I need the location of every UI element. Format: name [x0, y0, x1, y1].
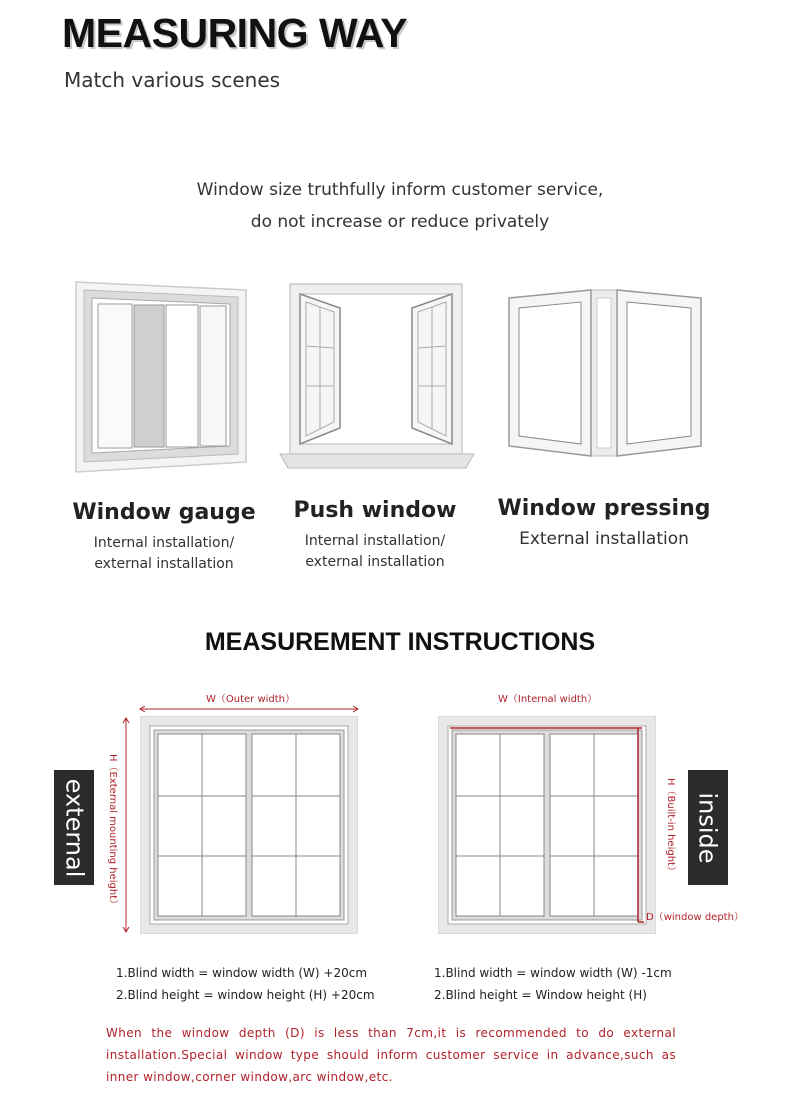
external-formula-2: 2.Blind height = window height (H) +20cm: [116, 988, 375, 1002]
window-type-name: Window gauge: [72, 500, 256, 525]
footnote: When the window depth (D) is less than 7cm,it is recommended to do external installation.Special window type should inform customer service in advance,such as inner window,corner window,arc window,etc.: [106, 1026, 676, 1084]
outer-width-arrow: [138, 704, 360, 714]
window-type-install-1: Internal installation/: [93, 535, 235, 551]
internal-width-label: W（Internal width）: [498, 694, 598, 705]
window-depth-label: D（window depth）: [646, 912, 744, 923]
inside-formula-1: 1.Blind width = window width (W) -1cm: [434, 966, 672, 980]
inside-formula-2: 2.Blind height = Window height (H): [434, 988, 647, 1002]
page-title: MEASURING WAY: [62, 10, 408, 56]
window-type-name: Push window: [293, 498, 457, 523]
window-type-install-2: external installation: [94, 556, 234, 572]
window-type-install-1: External installation: [519, 529, 689, 549]
external-window-illustration: [140, 716, 358, 934]
inside-tag-text: inside: [694, 791, 722, 864]
note-line-1: Window size truthfully inform customer service,: [196, 180, 604, 200]
outer-width-label: W（Outer width）: [206, 694, 296, 705]
push-window-illustration: [278, 282, 478, 472]
external-formula-1: 1.Blind width = window width (W) +20cm: [116, 966, 368, 980]
inside-tag: [688, 770, 728, 885]
window-gauge-caption: [64, 500, 264, 575]
external-tag: [54, 770, 94, 885]
inside-window-illustration: [438, 716, 656, 934]
external-tag-text: external: [60, 778, 89, 877]
push-window-caption: [275, 498, 475, 573]
built-in-height-label: H（Built-in height）: [665, 778, 676, 876]
instructions-title: MEASUREMENT INSTRUCTIONS: [204, 628, 596, 656]
window-pressing-caption: [494, 496, 714, 550]
external-height-arrow: [121, 716, 131, 934]
note-line-2: do not increase or reduce privately: [250, 212, 550, 232]
window-type-install-2: external installation: [305, 554, 445, 570]
window-gauge-illustration: [70, 280, 250, 475]
window-pressing-illustration: [505, 284, 705, 464]
page-subtitle: Match various scenes: [64, 68, 281, 92]
window-type-install-1: Internal installation/: [304, 533, 446, 549]
window-type-name: Window pressing: [497, 496, 711, 521]
external-height-label: H（External mounting height）: [107, 754, 118, 910]
